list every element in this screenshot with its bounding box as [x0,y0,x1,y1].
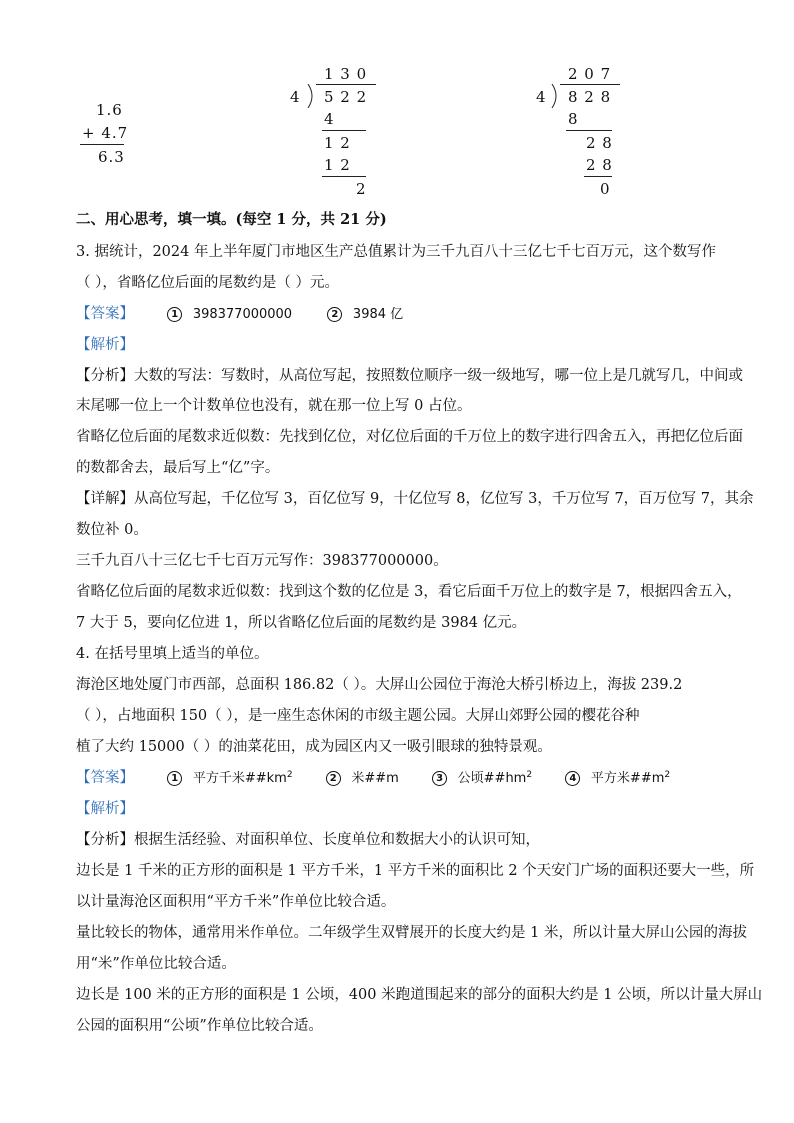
answer-value-1: 平方千米$\#\#km^2$ [192,770,293,786]
q4-answer [76,766,670,787]
answer-value-2: 3984 亿 [352,307,404,322]
answer-number-3: 3 [432,771,447,786]
answer-number-2: 2 [327,307,342,322]
q3-analysis-2a: 省略亿位后面的尾数求近似数：先找到亿位，对亿位后面的千万位上的数字进行四舍五入，再把亿位后面 [76,429,743,445]
analysis-label: 【解析】 [76,801,134,817]
q3-answer [76,302,403,323]
division-bracket-icon [550,84,562,108]
answer-value-4: 平方米$\#\#m^2$ [590,770,671,786]
addend-b: + 4.7 [82,124,129,142]
division-bracket-icon [306,84,318,108]
q4-title: 4. 在括号里填上适当的单位。 [76,646,269,662]
step-2: 2 8 [586,134,613,152]
division-bar [560,84,620,85]
dividend: 8 2 8 [568,88,612,106]
step-rule [322,176,366,177]
q3-detail-1b: 数位补 0。 [76,522,148,538]
section-heading: 二、用心思考，填一填。(每空 1 分，共 21 分) [76,211,387,228]
remainder: 0 [600,180,611,198]
q4-analysis-3b: 用“米”作单位比较合适。 [76,956,236,972]
step-rule [322,130,366,131]
answer-label: 【答案】 [76,306,134,322]
q3-detail-2: 三千九百八十三亿七千七百万元写作：398377000000。 [76,553,448,569]
q3-analysis-2b: 的数都舍去，最后写上“亿”字。 [76,460,280,476]
q4-text-line-3: 植了大约 15000（ ）的油菜花田，成为园区内又一吸引眼球的独特景观。 [76,739,552,755]
quotient: 2 0 7 [568,65,612,83]
remainder: 2 [356,180,367,198]
step-rule [566,130,612,131]
answer-number-2: 2 [326,771,341,786]
answer-number-1: 1 [167,307,182,322]
q3-text-line-2: （ ），省略亿位后面的尾数约是（ ）元。 [76,275,339,291]
q3-detail-3a: 省略亿位后面的尾数求近似数：找到这个数的亿位是 3，看它后面千万位上的数字是 7，根据四舍五入， [76,584,742,600]
answer-label: 【答案】 [76,770,134,786]
q3-analysis-1b: 末尾哪一位上一个计数单位也没有，就在那一位上写 0 占位。 [76,398,472,414]
step-1: 4 [324,110,335,128]
dividend: 5 2 2 [324,88,368,106]
q4-analysis-2b: 以计量海沧区面积用“平方千米”作单位比较合适。 [76,894,396,910]
quotient: 1 3 0 [324,65,368,83]
q4-text-line-2: （ ），占地面积 150（ ），是一座生态休闲的市级主题公园。大屏山郊野公园的樱花谷种 [76,708,640,724]
q3-text-line-1: 3. 据统计，2024 年上半年厦门市地区生产总值累计为三千九百八十三亿七千七百万元，这个数写作 [76,244,716,260]
addition-rule [80,144,124,145]
q3-detail-3b: 7 大于 5，要向亿位进 1，所以省略亿位后面的尾数约是 3984 亿元。 [76,615,527,631]
addend-a: 1.6 [96,101,123,119]
addition-sum: 6.3 [98,148,125,166]
step-3: 2 8 [586,156,613,174]
answer-value-1: 398377000000 [192,307,293,322]
answer-value-3: 公顷$\#\#hm^2$ [457,770,533,786]
q4-analysis-4a: 边长是 100 米的正方形的面积是 1 公顷，400 米跑道围起来的部分的面积大约是 1 公顷，所以计量大屏山 [76,987,763,1003]
q3-analysis-1a: 【分析】大数的写法：写数时，从高位写起，按照数位顺序一级一级地写，哪一位上是几就写几，中间或 [76,368,743,384]
answer-number-1: 1 [167,771,182,786]
step-2: 1 2 [324,134,351,152]
divisor: 4 [536,88,547,106]
division-bar [316,84,376,85]
q4-analysis-2a: 边长是 1 千米的正方形的面积是 1 平方千米，1 平方千米的面积比 2 个天安门广场的面积还要大一些，所 [76,863,755,879]
q4-analysis-4b: 公园的面积用“公顷”作单位比较合适。 [76,1018,323,1034]
answer-value-2: 米##m [351,771,399,786]
answer-number-4: 4 [565,771,580,786]
q4-analysis-1: 【分析】根据生活经验、对面积单位、长度单位和数据大小的认识可知， [76,832,540,848]
analysis-label: 【解析】 [76,337,134,353]
q4-text-line-1: 海沧区地处厦门市西部，总面积 186.82（ ）。大屏山公园位于海沧大桥引桥边上，海拔 239.2 [76,677,683,693]
q4-analysis-3a: 量比较长的物体，通常用米作单位。二年级学生双臂展开的长度大约是 1 米，所以计量大屏山公园的海拔 [76,925,747,941]
step-1: 8 [568,110,579,128]
step-rule [584,176,612,177]
q3-detail-1a: 【详解】从高位写起，千亿位写 3，百亿位写 9，十亿位写 8，亿位写 3，千万位写 7，百万位写 7，其余 [76,491,754,507]
step-3: 1 2 [324,156,351,174]
divisor: 4 [290,88,301,106]
